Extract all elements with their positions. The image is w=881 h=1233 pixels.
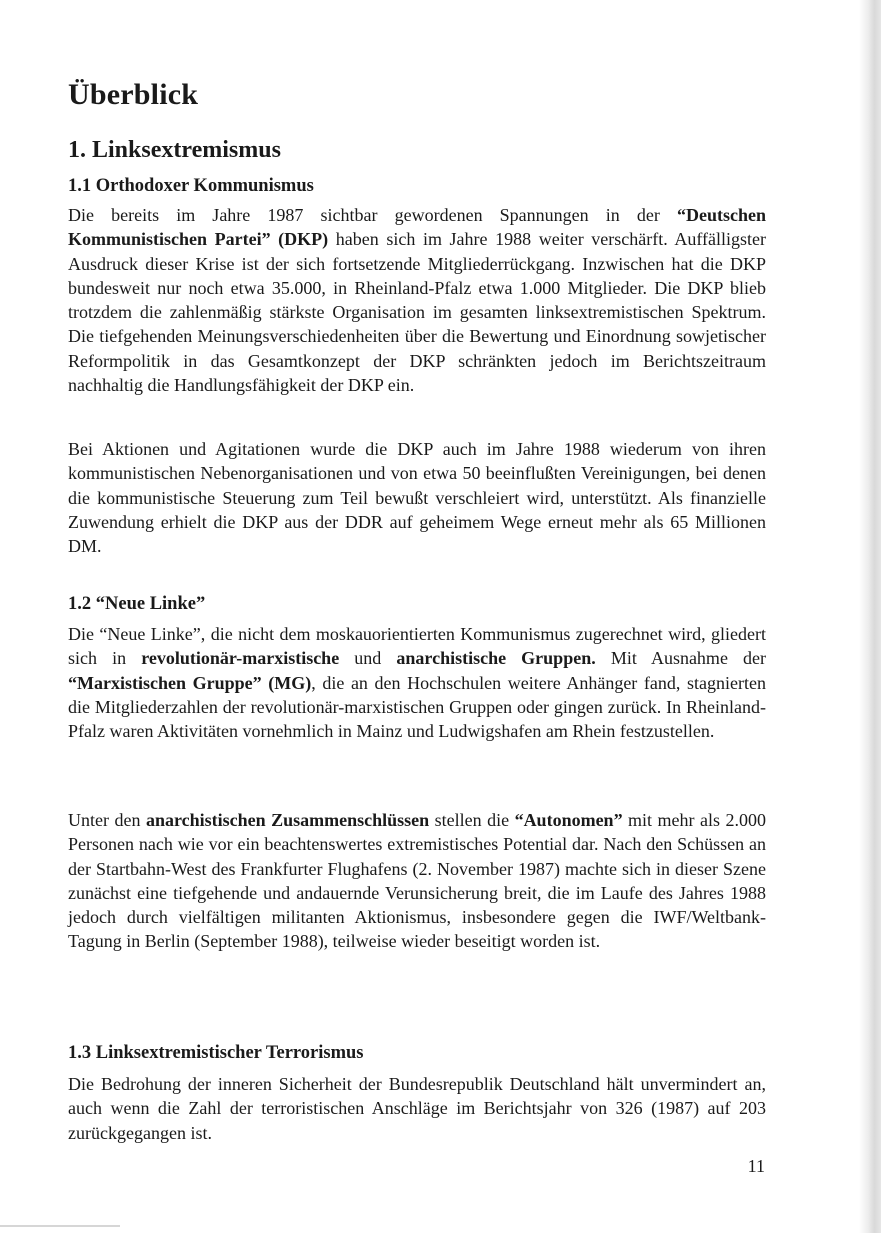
paragraph-autonome xyxy=(68,808,766,954)
subsection-heading-1-2: 1.2 “Neue Linke” xyxy=(68,594,206,614)
bold-term: anarchistischen Zusammenschlüssen xyxy=(145,810,430,830)
subsection-heading-1-3: 1.3 Linksextremistischer Terrorismus xyxy=(68,1043,364,1063)
paragraph-dkp xyxy=(68,203,766,397)
text-run: Unter den xyxy=(68,810,146,830)
paragraph-neue-linke xyxy=(68,622,766,743)
page-edge-shadow xyxy=(859,0,881,1233)
text-run: Mit Ausnahme der xyxy=(595,648,767,669)
paragraph-dkp-funding xyxy=(68,437,766,558)
page-title: Überblick xyxy=(68,78,199,111)
subsection-heading-1-1: 1.1 Orthodoxer Kommunismus xyxy=(68,176,314,196)
text-run: stellen die xyxy=(429,810,515,830)
bold-term: “Autonomen” xyxy=(514,810,623,830)
text-run: Bei Aktionen und Agitationen wurde die DKP auch im Jahre 1988 wiederum von ihren kommunistischen Nebenorganisationen und von etwa 50 beeinflußten Vereinigungen, bei denen die kommunistische Steuerung zum Teil bewußt verschleiert wird, unterstützt. Als finanzielle Zuwendung erhielt die DKP aus der DDR auf geheimem Wege erneut mehr als 65 Millionen DM. xyxy=(68,439,766,557)
text-run: Die bereits im Jahre 1987 sichtbar gewordenen Spannungen in der xyxy=(68,205,677,225)
bold-term: “Deutschen Kommunistischen Partei” (DKP) xyxy=(68,205,766,250)
paragraph-terrorismus xyxy=(68,1072,766,1145)
scan-artifact-line xyxy=(0,1225,120,1227)
page-number: 11 xyxy=(747,1156,765,1176)
text-run: und xyxy=(339,648,397,669)
bold-term: revolutionär-marxistische xyxy=(141,648,340,669)
text-run: , die an den Hochschulen weitere Anhänger fand, stagnierten die Mitgliederzahlen der revolutionär-marxistischen Gruppen oder gingen zurück. In Rheinland-Pfalz waren Aktivitäten vornehmlich in Mainz und Ludwigshafen am Rhein festzustellen. xyxy=(68,672,766,742)
text-run: Die “Neue Linke”, die nicht dem moskauorientierten Kommunismus zugerechnet wird, gliedert sich in xyxy=(68,624,766,669)
text-run: haben sich im Jahre 1988 weiter verschärft. Auffälligster Ausdruck dieser Krise ist der sich fortsetzende Mitgliederrückgang. Inzwischen hat die DKP bundesweit nur noch etwa 35.000, in Rheinland-Pfalz etwa 1.000 Mitglieder. Die DKP blieb trotzdem die zahlenmäßig stärkste Organisation im gesamten linksextremistischen Spektrum. Die tiefgehenden Meinungsverschiedenheiten über die Bewertung und Einordnung sowjetischer Reformpolitik in das Gesamtkonzept der DKP schränkten jedoch im Berichtszeitraum nachhaltig die Handlungsfähigkeit der DKP ein. xyxy=(68,229,766,396)
bold-term: “Marxistischen Gruppe” (MG) xyxy=(68,672,312,693)
text-run: mit mehr als 2.000 Personen nach wie vor ein beachtenswertes extremistisches Potential dar. Nach den Schüssen an der Startbahn-West des Frankfurter Flughafens (2. November 1987) machte sich in dieser Szene zunächst eine tiefgehende und andauernde Verunsicherung breit, die im Laufe des Jahres 1988 jedoch durch vielfältigen militanten Aktionismus, insbesondere gegen die IWF/Weltbank-Tagung in Berlin (September 1988), teilweise wieder beseitigt worden ist. xyxy=(68,810,766,952)
bold-term: anarchistische Gruppen. xyxy=(396,648,596,669)
text-run: Die Bedrohung der inneren Sicherheit der Bundesrepublik Deutschland hält unvermindert an, auch wenn die Zahl der terroristischen Anschläge im Berichtsjahr von 326 (1987) auf 203 zurückgegangen ist. xyxy=(68,1074,766,1143)
section-heading: 1. Linksextremismus xyxy=(68,137,281,163)
